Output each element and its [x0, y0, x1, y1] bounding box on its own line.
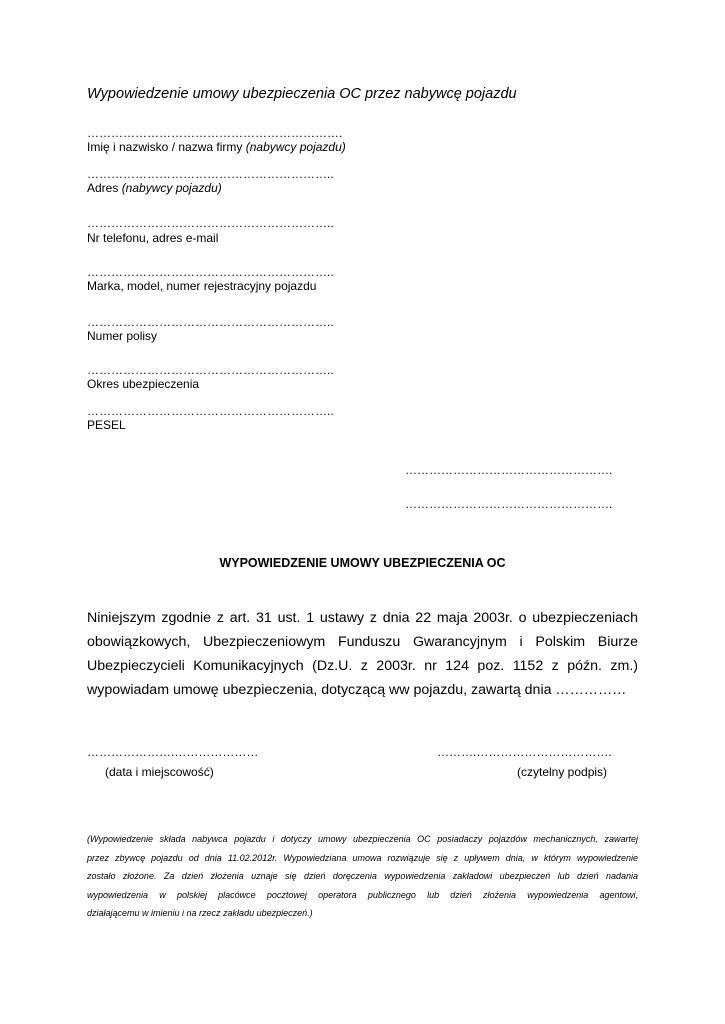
body-line: wypowiadam umowę ubezpieczenia, dotyczącą ww pojazdu, zawartą dnia ……………	[87, 682, 627, 698]
field-dots-contact: ……………………………………………………..	[87, 216, 334, 230]
field-label-name: Imię i nazwisko / nazwa firmy (nabywcy pojazdu)	[87, 140, 346, 154]
document-title: Wypowiedzenie umowy ubezpieczenia OC przez nabywcę pojazdu	[87, 86, 517, 102]
field-label-pesel: PESEL	[87, 418, 126, 432]
field-label-vehicle: Marka, model, numer rejestracyjny pojazdu	[87, 279, 317, 293]
recipient-line-1: …………………………………………….	[405, 463, 613, 477]
date-place-dots: ………………….…………………	[87, 745, 259, 759]
field-label-address: Adres (nabywcy pojazdu)	[87, 181, 222, 195]
footnote-line: przez zbywcę pojazdu od dnia 11.02.2012r. Wypowiedziana umowa rozwiązuje się z upływem dnia, w którym wypowiedzenie	[87, 852, 638, 863]
footnote-line: (Wypowiedzenie składa nabywca pojazdu i dotyczy umowy ubezpieczenia OC posiadaczy pojazdów mechanicznych, zawartej	[87, 834, 638, 844]
field-label-period: Okres ubezpieczenia	[87, 377, 200, 391]
footnote	[87, 830, 638, 923]
field-dots-address: ……………………………………………………..	[87, 167, 334, 181]
body-line: Niniejszym zgodnie z art. 31 ust. 1 ustawy z dnia 22 maja 2003r. o ubezpieczeniach	[87, 610, 638, 626]
field-dots-name: ……………………………………………………….	[87, 126, 343, 140]
body-paragraph	[87, 606, 638, 702]
footnote-line: działającemu w imieniu i na rzecz zakładu ubezpieczeń.)	[87, 908, 313, 918]
field-label-contact: Nr telefonu, adres e-mail	[87, 231, 219, 245]
date-place-label: (data i miejscowość)	[105, 765, 214, 779]
footnote-line: wypowiedzenia w polskiej placówce pocztowej operatora publicznego lub dzień złożenia wypowiedzenia agentowi,	[87, 889, 638, 900]
signature-label: (czytelny podpis)	[517, 765, 608, 779]
field-label-policy: Numer polisy	[87, 329, 158, 343]
field-dots-pesel: ……………………………………………………..	[87, 404, 334, 418]
field-dots-vehicle: ……………………………………………………..	[87, 265, 334, 279]
field-dots-period: ……………………………………………………..	[87, 363, 334, 377]
body-line: obowiązkowych, Ubezpieczeniowym Funduszu Gwarancyjnym i Polskim Biurze	[87, 634, 638, 650]
field-dots-policy: ……………………………………………………..	[87, 315, 334, 329]
recipient-line-2: …………………………………………….	[405, 497, 613, 511]
document-heading: WYPOWIEDZENIE UMOWY UBEZPIECZENIA OC	[219, 556, 506, 570]
body-line: Ubezpieczycieli Komunikacyjnych (Dz.U. z 2003r. nr 124 poz. 1152 z późn. zm.)	[87, 658, 638, 674]
footnote-line: zostało złożone. Za dzień złożenia uznaje się dzień doręczenia wypowiedzenia zakładowi ubezpieczeń lub dzień nadania	[87, 871, 638, 881]
signature-dots: ……….…………………………….	[437, 745, 612, 759]
